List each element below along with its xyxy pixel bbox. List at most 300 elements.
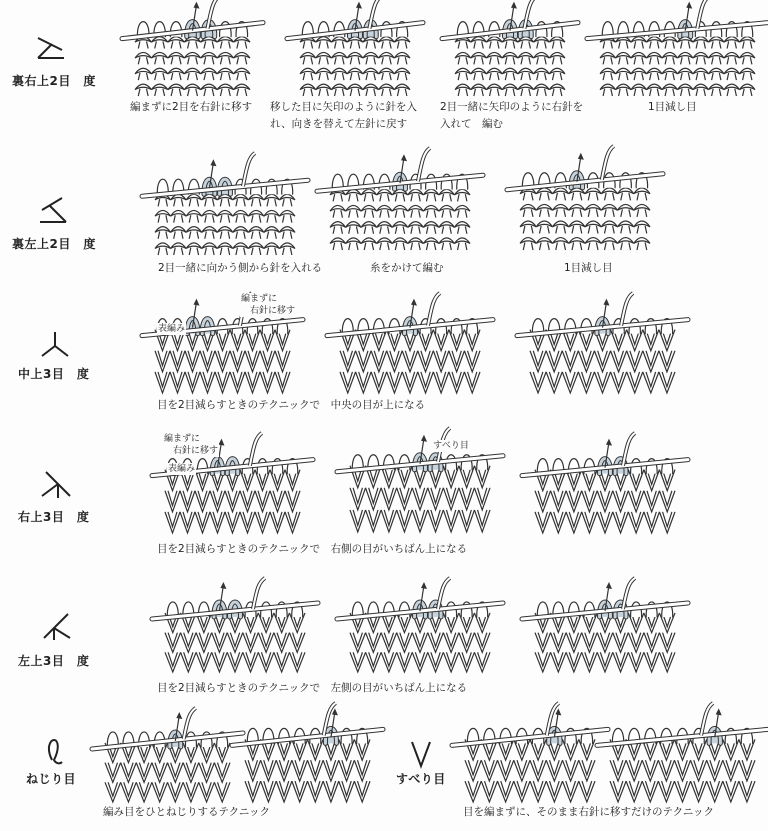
knitting-swatch-illustration [240,715,375,802]
knit-v [474,488,490,510]
knitting-swatch-illustration [460,715,600,802]
stitch-leg [382,57,391,64]
arrow-head-icon [332,708,338,715]
knit-v [659,372,675,393]
purl-bump [536,238,552,244]
purl-bump [168,68,184,74]
suberi-me-symbol [410,740,432,768]
knit-v [276,760,292,781]
knit-v [255,491,270,512]
knit-v [443,633,459,653]
stitch-leg [380,243,389,250]
knit-v [642,760,658,781]
stitch-leg [712,41,721,48]
purl-bump [455,84,471,90]
arrow-head-icon [421,435,427,442]
stitch-leg [650,41,659,48]
knitting-swatch-illustration [295,8,415,96]
knit-v [613,512,629,533]
stitch-leg [237,41,247,48]
stitch-leg [220,215,229,222]
stitch-leg [174,248,183,255]
knit-v [340,351,356,372]
stitch-leg [650,73,659,80]
purl-bump [662,68,678,74]
stitch-leg [521,89,530,96]
knit-v [465,760,481,781]
stitch-leg [158,232,167,239]
knit-v [449,372,465,393]
knit-v [514,760,530,781]
stitch-leg [552,73,561,80]
stitch-leg [474,57,483,64]
purl-bump [616,52,632,58]
purl-bump [471,84,487,90]
knit-v [514,781,530,802]
knit-v [551,512,567,533]
purl-bump [408,189,424,195]
stitch-leg [743,89,752,96]
knit-v [260,351,275,372]
purl-bump [361,189,377,195]
stitch-leg [205,199,214,206]
knit-v [551,633,567,653]
stitch-leg [303,89,312,96]
purl-bump [693,68,709,74]
purl-bump [439,205,455,211]
knit-v [215,372,230,393]
purl-bump [585,188,601,194]
purl-bump [201,52,217,58]
stitch-leg [603,89,612,96]
stitch-grid [155,194,295,255]
stitch-leg [267,232,276,239]
knit-v [566,633,582,653]
stitch-leg [552,89,561,96]
knit-v [165,491,180,512]
knit-v [308,781,324,802]
stitch-leg [634,73,643,80]
stitch-leg [458,227,467,234]
knit-v [546,351,562,372]
purl-bump [423,222,439,228]
knit-v [642,781,658,802]
purl-bump [201,84,217,90]
stitch-leg [236,215,245,222]
knit-v [498,760,514,781]
purl-bump [300,68,316,74]
arrow-head-icon [606,439,612,446]
knit-v [214,763,230,783]
knit-v [165,652,181,672]
knit-v [739,781,755,802]
knit-v [199,763,215,783]
knit-v [627,372,643,393]
knit-v [481,781,497,802]
purl-bump [423,238,439,244]
stitch-leg [205,248,214,255]
stitch-leg [204,89,214,96]
knit-v [155,351,170,372]
knit-v [350,488,366,510]
purl-bump [155,210,171,216]
stitch-leg [605,243,615,250]
purl-bump [600,84,616,90]
stitch-leg [603,41,612,48]
stitch-leg [380,194,389,201]
stitch-leg [665,89,674,96]
knit-v [535,633,551,653]
purl-bump [549,68,565,74]
stitch-leg [333,194,342,201]
purl-bump [518,84,534,90]
purl-bump [264,194,280,200]
stitch-leg [350,41,359,48]
stitch-leg [335,57,344,64]
knit-v [658,781,674,802]
knit-v [613,491,629,512]
knit-v [339,781,355,802]
stitch-leg [681,73,690,80]
purl-bump [168,37,184,43]
purl-bump [135,52,151,58]
knit-v [611,372,627,393]
row-label: 裏右上2目 度 [12,74,96,88]
purl-bump [279,194,295,200]
purl-bump [377,222,393,228]
purl-bump [234,84,250,90]
purl-bump [534,84,550,90]
knit-v [628,652,644,672]
purl-bump [394,68,410,74]
knit-v [459,488,475,510]
knitting-swatch-illustration [605,715,760,802]
stitch-leg [380,227,389,234]
row-label: ねじり目 [26,772,77,786]
knit-v [397,652,413,672]
stitch-leg [220,199,229,206]
purl-bump [202,210,218,216]
stitch-leg [588,243,598,250]
knit-v [214,782,230,802]
stitch-leg [364,243,373,250]
purl-bump [549,84,565,90]
stitch-leg [174,232,183,239]
knit-v [245,781,261,802]
knit-v [659,491,675,512]
purl-bump [279,243,295,249]
knit-v [563,760,579,781]
stitch-leg [366,73,375,80]
purl-bump [709,37,725,43]
purl-bump [536,221,552,227]
stitch-leg [556,243,566,250]
knit-v [723,760,739,781]
stitch-leg [523,193,533,200]
purl-bump [601,204,617,210]
knit-v [183,763,199,783]
stitch-leg [490,73,499,80]
knit-v [465,781,481,802]
knit-v [412,652,428,672]
stitch-leg [458,41,467,48]
purl-bump [634,238,650,244]
stitch-leg [442,194,451,201]
stitch-leg [605,226,615,233]
knit-v [200,351,215,372]
knit-v [350,633,366,653]
stitch-leg [490,89,499,96]
knit-v [597,491,613,512]
stitch-leg [556,226,566,233]
ura-migi-ue-2-me-symbol [36,34,66,62]
stitch-leg [303,41,312,48]
knit-v [152,782,168,802]
stitch-leg [634,41,643,48]
stitch-leg [155,73,165,80]
arrow-head-icon [411,299,417,306]
purl-bump [740,84,756,90]
stitch-leg [397,89,406,96]
stitch-leg [556,209,566,216]
knit-v [644,633,660,653]
purl-bump [186,194,202,200]
purl-bump [151,68,167,74]
knit-v [323,781,339,802]
stitch-leg [411,227,420,234]
stitch-leg [220,73,230,80]
knit-v [464,351,480,372]
knit-v [270,512,285,533]
knit-v [551,491,567,512]
purl-bump [233,210,249,216]
purl-bump [553,188,569,194]
arrow-head-icon [176,712,182,719]
stitch-leg [237,89,247,96]
knit-v [481,760,497,781]
stitch-leg [442,210,451,217]
knit-v [121,782,137,802]
step-caption: 2目一緒に向かう側から針を入れる [158,262,323,274]
purl-bump [634,188,650,194]
purl-bump [234,68,250,74]
purl-bump [300,52,316,58]
purl-bump [534,37,550,43]
row-label: 右上3目 度 [18,510,90,524]
stitch-leg [426,194,435,201]
knit-v [387,372,403,393]
stitch-grid [165,470,300,533]
stitch-leg [426,210,435,217]
stitch-grid [465,739,595,802]
purl-bump [392,222,408,228]
stitch-leg [251,199,260,206]
knit-v [165,512,180,533]
step-caption: 1目減し目 [648,101,697,113]
stitch-leg [236,199,245,206]
purl-bump [600,68,616,74]
stitch-leg [349,243,358,250]
purl-bump [217,68,233,74]
knit-v [628,633,644,653]
purl-bump [217,227,233,233]
purl-bump [346,205,362,211]
stitch-leg [158,215,167,222]
stitch-leg [650,57,659,64]
stitch-leg [188,41,198,48]
knit-v [563,781,579,802]
purl-bump [631,52,647,58]
stitch-leg [588,226,598,233]
knit-v [225,512,240,533]
stitch-leg [727,73,736,80]
knit-v [180,491,195,512]
purl-bump [616,68,632,74]
stitch-leg [540,226,550,233]
stitch-leg [681,41,690,48]
arrow-head-icon [686,2,692,9]
arrow-head-icon [716,708,722,715]
purl-bump [601,188,617,194]
knit-v [245,372,260,393]
knit-v [613,633,629,653]
stitch-leg [350,73,359,80]
stitch-leg [552,57,561,64]
knit-v [644,491,660,512]
purl-bump [217,210,233,216]
knit-v [356,372,372,393]
knit-v [546,781,562,802]
purl-bump [601,221,617,227]
knit-v [578,351,594,372]
stitch-grid [535,613,675,672]
knit-v [659,351,675,372]
knit-v [340,372,356,393]
purl-bump [631,68,647,74]
stitch-leg [251,232,260,239]
purl-bump [363,68,379,74]
stitch-leg [335,89,344,96]
knit-v [566,512,582,533]
arrow-head-icon [555,708,561,715]
purl-bump [347,52,363,58]
purl-bump [631,84,647,90]
stitch-leg [205,232,214,239]
stitch-leg [588,209,598,216]
knit-v [275,372,290,393]
stitch-leg [138,89,148,96]
stitch-leg [220,41,230,48]
knit-v [354,781,370,802]
stitch-leg [727,57,736,64]
stitch-leg [335,41,344,48]
stitch-leg [171,57,181,64]
knitting-swatch-illustration [150,305,295,393]
stitch-leg [283,232,292,239]
stitch-leg [712,57,721,64]
row-label: 中上3目 度 [18,367,90,381]
knit-v [215,351,230,372]
stitch-leg [521,73,530,80]
purl-bump [585,238,601,244]
knit-v [597,633,613,653]
knit-v [185,372,200,393]
purl-bump [647,84,663,90]
knit-v [212,652,228,672]
knit-v [658,760,674,781]
stitch-leg [426,243,435,250]
stitch-leg [204,57,214,64]
stitch-leg [458,73,467,80]
arrow-head-icon [219,439,225,446]
purl-bump [455,52,471,58]
purl-bump [618,221,634,227]
stitch-leg [237,57,247,64]
knit-v [627,351,643,372]
stitch-grid [530,330,675,393]
knit-v [371,351,387,372]
knit-v [170,372,185,393]
stitch-leg [521,41,530,48]
knit-v [433,351,449,372]
knit-v [210,512,225,533]
stitch-leg [189,199,198,206]
stitch-leg [397,73,406,80]
row-caption: 目を2目減らすときのテクニックで 左側の目がいちばん上になる [157,682,468,694]
knit-v [474,510,490,532]
stitch-leg [696,57,705,64]
purl-bump [279,227,295,233]
row-caption: 目を2目減らすときのテクニックで 中央の目が上になる [157,399,426,411]
knit-v [308,760,324,781]
purl-bump [693,37,709,43]
purl-bump [264,227,280,233]
purl-bump [217,243,233,249]
stitch-leg [283,215,292,222]
purl-bump [454,205,470,211]
stitch-leg [364,210,373,217]
knit-v [566,491,582,512]
knit-v [260,372,275,393]
knit-v [707,760,723,781]
knit-v [200,372,215,393]
knit-v [381,652,397,672]
stitch-leg [619,89,628,96]
stitch-leg [523,226,533,233]
stitch-grid [300,37,410,96]
knit-v [433,372,449,393]
purl-bump [740,68,756,74]
stitch-leg [333,210,342,217]
arrow-head-icon [356,2,362,9]
stitch-leg [319,73,328,80]
purl-bump [201,68,217,74]
purl-bump [361,205,377,211]
purl-bump [233,227,249,233]
purl-bump [168,84,184,90]
purl-bump [520,221,536,227]
purl-bump [233,194,249,200]
purl-bump [394,84,410,90]
stitch-leg [556,193,566,200]
purl-bump [423,205,439,211]
knit-v [292,760,308,781]
knit-v [659,512,675,533]
knit-v [366,488,382,510]
knit-v [594,372,610,393]
purl-bump [379,84,395,90]
knit-v [240,491,255,512]
